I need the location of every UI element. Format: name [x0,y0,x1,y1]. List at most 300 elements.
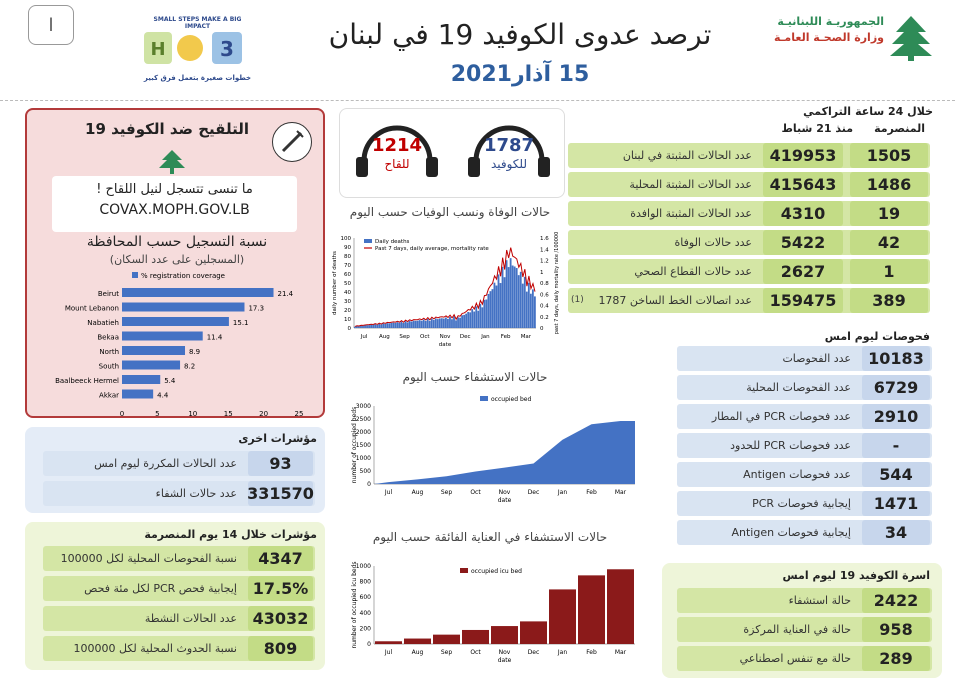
daily-deaths-bars [354,258,536,328]
x-axis-label: date [497,657,512,664]
indicator-row [43,546,315,571]
legend-swatch [480,396,488,401]
death-bar [433,320,435,328]
cedar-icon [888,12,934,62]
death-bar [439,318,441,328]
test-value: 10183 [862,346,930,371]
month-tick-label: Aug [411,489,424,496]
y-tick-label: 3000 [355,403,371,410]
death-bar [415,321,417,328]
month-tick-label: Feb [586,489,597,496]
death-bar [469,312,471,328]
death-bar [526,292,528,328]
x-tick-label: 25 [294,410,304,418]
bar-value-label: 11.4 [206,333,223,342]
death-bar [366,325,368,328]
death-bar [475,306,477,328]
test-value: 34 [862,520,930,545]
registration-bar [122,288,274,297]
death-bar [459,318,461,328]
y-tick-label: 30 [344,299,351,305]
other-value: 331570 [248,481,313,506]
test-row [677,404,932,429]
legend-label: occupied bed [491,396,532,403]
svg-text:3: 3 [220,37,234,61]
y-tick-label: 800 [359,578,371,586]
test-row [677,520,932,545]
death-bar [368,325,370,328]
category-label: Akkar [99,391,119,400]
cedar-small-icon [157,148,187,176]
hotline-vaccine-number: 1214 [371,135,423,156]
death-bar [364,325,366,328]
death-bar [374,324,376,328]
death-bar [530,294,532,328]
y-axis-label: number of occupied icu beds [351,561,358,649]
death-bar [394,323,396,328]
bed-row [677,588,932,613]
counter-cumulative: 419953 [763,143,843,168]
y2-tick-label: 1.2 [540,258,549,265]
bar-value-label: 8.2 [184,362,196,371]
counter-label: عدد حالات الوفاة [674,236,752,249]
bed-row [677,617,932,642]
death-bar [376,325,378,328]
icu-bar [607,569,634,644]
x-tick-label: 0 [119,410,125,418]
test-label: عدد فحوصات Antigen [743,468,851,481]
death-bar [500,283,502,328]
x-axis-label: date [438,342,452,348]
category-label: Bekaa [97,333,119,342]
ministry-name [760,14,884,46]
month-tick-label: Nov [439,334,451,340]
death-bar [447,319,449,328]
other-indicators-panel [25,427,325,513]
tests-title: فحوصات ليوم امس [824,330,930,343]
death-bar [455,320,457,328]
indicator-row [43,636,315,661]
counter-row [568,288,930,313]
y-tick-label: 10 [344,317,351,323]
bar-value-label: 17.3 [248,304,265,313]
ministry-line1: الجمهوريـة اللبنانيـة [777,15,884,28]
y-tick-label: 0 [367,481,371,488]
death-bar [481,307,483,328]
counter-note: (1) [571,295,584,305]
death-bar [465,314,467,328]
legend-label: Past 7 days, daily average, mortality rate [375,246,489,252]
death-bar [382,323,384,328]
counters-header [755,103,935,137]
death-bar [423,320,425,328]
death-bar [419,320,421,328]
month-tick-label: Feb [500,334,511,340]
death-bar [512,265,514,328]
campaign-logo [140,14,255,88]
death-bar [479,304,481,328]
test-row [677,375,932,400]
legend-swatch [132,272,138,278]
y-tick-label: 600 [359,594,371,602]
counter-cumulative: 5422 [763,230,843,255]
month-tick-label: Dec [527,649,540,656]
death-bar [520,272,522,328]
bed-label: حالة استشفاء [788,594,851,607]
registration-bar [122,317,229,326]
category-label: Beirut [97,290,119,298]
x-tick-label: 10 [188,410,198,418]
header-divider [0,100,955,101]
y2-tick-label: 0.2 [540,314,549,321]
death-bar [417,321,419,328]
death-bar [411,322,413,328]
death-bar [449,317,451,328]
counter-label: عدد اتصالات الخط الساخن 1787 [598,294,752,307]
y2-tick-label: 0.6 [540,292,549,299]
icu-bar [375,641,402,644]
indicator-value: 17.5% [248,576,313,601]
test-row [677,433,932,458]
month-tick-label: Aug [411,649,424,656]
counter-cumulative: 4310 [763,201,843,226]
icu-bar [578,575,605,644]
bed-value: 2422 [862,588,930,613]
counter-label: عدد الحالات المثبتة الوافدة [630,207,752,220]
death-bar [508,267,510,328]
svg-text:H: H [150,39,166,60]
legend-swatch [460,568,468,573]
y-tick-label: 70 [344,263,351,269]
month-tick-label: Jan [481,334,490,340]
indicator-value: 43032 [248,606,313,631]
test-label: عدد فحوصات PCR للحدود [730,439,851,452]
bed-value: 958 [862,617,930,642]
cedar-logo [888,12,934,62]
test-value: - [862,433,930,458]
death-bar [492,289,494,328]
hospital-chart [330,392,640,516]
counter-daily: 1 [850,259,928,284]
bar-value-label: 8.9 [189,348,201,356]
death-bar [405,321,407,328]
vaccine-subtitle: نسبة التسجيل حسب المحافظة [86,234,268,250]
month-tick-label: Sep [440,649,453,656]
death-bar [427,319,429,328]
y-tick-label: 1500 [355,442,371,449]
y2-tick-label: 1.4 [540,247,549,254]
x-axis-label: date [497,497,512,504]
hotlines-panel [339,108,565,198]
other-value: 93 [248,451,313,476]
death-bar [532,289,534,328]
vaccine-subtitle2: (المسجلين على عدد السكان) [109,253,245,266]
month-tick-label: Jul [384,649,393,656]
death-bar [372,325,374,328]
bed-row [677,646,932,671]
month-tick-label: Mar [614,489,627,496]
death-bar [524,277,526,328]
other-row [43,451,315,476]
y-tick-label: 2000 [355,429,371,436]
test-row [677,346,932,371]
category-label: Nabatieh [87,319,119,327]
registration-bar [122,390,153,399]
month-tick-label: Nov [498,649,511,656]
icu-chart-title: حالات الاستشفاء في العناية الفائقة حسب اليوم [372,530,608,544]
month-tick-label: Dec [459,334,471,340]
y2-tick-label: 0 [540,326,544,332]
month-tick-label: Jul [360,334,368,340]
death-bar [467,312,469,328]
test-value: 1471 [862,491,930,516]
icu-bar [462,630,489,644]
death-bar [443,319,445,328]
month-tick-label: Oct [420,334,430,340]
death-bar [421,321,423,328]
x-tick-label: 5 [155,410,160,418]
death-bar [388,323,390,328]
death-bar [401,322,403,328]
death-bar [390,323,392,328]
icu-bar [404,639,431,644]
death-bar [494,283,496,328]
counter-row [568,143,930,168]
vaccine-reminder: ما تنسى تتسجل لنيل اللقاح ! [96,182,253,197]
registration-bar [122,361,180,370]
death-bar [392,323,394,328]
registration-bar [122,375,160,384]
hotline-covid-number: 1787 [483,135,535,156]
x-tick-label: 15 [223,410,233,418]
death-bar [425,321,427,328]
deaths-chart [330,228,570,356]
y-tick-label: 200 [359,625,371,633]
bar-value-label: 4.4 [157,391,169,400]
counter-row [568,172,930,197]
death-bar [396,322,398,328]
y-tick-label: 20 [344,308,351,314]
death-bar [518,275,520,328]
y-tick-label: 2500 [355,416,371,423]
death-bar [413,321,415,328]
death-bar [429,321,431,328]
hosp-chart-title: حالات الاستشفاء حسب اليوم [402,370,548,384]
counter-daily: 42 [850,230,928,255]
month-tick-label: Feb [586,649,597,656]
counter-daily: 1505 [850,143,928,168]
counter-label: عدد الحالات المثبتة في لبنان [622,149,752,162]
x-tick-label: 20 [259,410,269,418]
beds-title: اسرة الكوفيد 19 ليوم امس [782,569,930,582]
indicator-label: نسبة الفحوصات المحلية لكل 100000 [60,552,237,565]
counter-daily: 389 [850,288,928,313]
y-axis-label: number of occupied beds [351,406,358,484]
counter-row [568,201,930,226]
bed-label: حالة في العناية المركزة [743,623,851,636]
death-bar [504,277,506,328]
page-date: 15 آذار2021 [450,62,590,87]
death-bar [522,284,524,328]
counter-cumulative: 415643 [763,172,843,197]
bed-value: 289 [862,646,930,671]
death-bar [498,274,500,328]
icu-bar [520,621,547,644]
test-label: عدد الفحوصات المحلية [746,381,851,394]
y2-tick-label: 1.6 [540,236,549,242]
occupied-bed-area [374,421,635,484]
hotline-covid-label: للكوفيد [490,157,528,171]
y-tick-label: 0 [347,326,351,332]
death-bar [477,311,479,328]
indicator-row [43,576,315,601]
syringe-icon [272,122,312,162]
ministry-line2: وزارة الصحـة العامـة [773,31,884,44]
indicator-label: نسبة الحدوث المحلية لكل 100000 [73,642,237,655]
death-bar [380,325,382,328]
test-value: 544 [862,462,930,487]
corner-box-text: ا [48,14,54,36]
month-tick-label: Jul [384,489,393,496]
hotline-vaccine [352,123,442,187]
counter-cumulative: 159475 [763,288,843,313]
death-bar [514,267,516,328]
death-bar [516,268,518,328]
death-bar [473,312,475,328]
hotline-covid [464,123,554,187]
counter-daily: 19 [850,201,928,226]
death-bar [407,322,409,328]
month-tick-label: Sep [440,489,453,496]
test-label: إيجابية فحوصات PCR [752,497,851,510]
campaign-logo-text: SMALL STEPS MAKE A BIG IMPACT [153,16,242,30]
registration-bar [122,332,203,341]
hotline-vaccine-label: للقاح [384,157,410,171]
test-row [677,491,932,516]
y-tick-label: 80 [344,254,351,260]
other-label: عدد حالات الشفاء [155,487,237,500]
page-title: ترصد عدوى الكوفيد 19 في لبنان [328,18,712,51]
death-bar [441,318,443,328]
registration-chart [27,268,323,418]
category-label: Baalbeeck Hermel [55,377,119,385]
y-tick-label: 50 [344,281,351,287]
icu-bar [491,626,518,644]
legend-swatch [364,239,372,243]
counter-row [568,259,930,284]
death-bar [510,258,512,328]
month-tick-label: Jan [557,489,568,496]
y-tick-label: 1000 [355,455,371,462]
vaccine-url[interactable]: COVAX.MOPH.GOV.LB [99,202,250,218]
month-tick-label: Dec [527,489,540,496]
indicators14-title: مؤشرات خلال 14 يوم المنصرمة [144,528,317,541]
month-tick-label: Jan [557,649,568,656]
death-bar [354,327,356,328]
death-bar [435,318,437,328]
month-tick-label: Oct [470,649,481,656]
counter-label: عدد حالات القطاع الصحي [634,265,752,278]
counter-cumulative: 2627 [763,259,843,284]
corner-box [28,5,74,45]
indicator-value: 4347 [248,546,313,571]
month-tick-label: Aug [378,334,390,340]
legend-label: Daily deaths [375,239,410,245]
y-tick-label: 500 [359,468,371,475]
death-bar [487,294,489,328]
bar-value-label: 15.1 [232,319,249,327]
test-row [677,462,932,487]
registration-bar [122,346,185,355]
death-bar [445,317,447,328]
death-bar [457,317,459,328]
icu-bars [375,569,634,644]
y-tick-label: 0 [367,641,371,648]
y-tick-label: 60 [344,272,351,278]
death-bar [409,321,411,328]
test-label: إيجابية فحوصات Antigen [731,526,851,539]
death-bar [528,283,530,328]
indicator-label: عدد الحالات النشطة [144,612,237,625]
other-label: عدد الحالات المكررة ليوم امس [94,457,237,470]
counter-cum-title: التراكمي [803,105,851,118]
test-label: عدد الفحوصات [782,352,851,365]
death-bar [398,323,400,328]
counter-daily: 1486 [850,172,928,197]
indicators14-panel [25,522,325,670]
indicator-value: 809 [248,636,313,661]
y2-tick-label: 0.4 [540,303,549,310]
death-bar [463,315,465,328]
y-tick-label: 1000 [355,563,371,570]
icu-bar [549,589,576,644]
bar-value-label: 5.4 [164,377,176,385]
death-bar [358,326,360,328]
campaign-logo-subtext: خطوات صغيرة بتعمل فرق كبير [143,74,252,82]
death-bar [453,316,455,328]
legend-label: % registration coverage [141,272,225,280]
vaccine-url-box [52,176,297,232]
death-bar [370,325,372,328]
y2-tick-label: 1 [540,269,544,276]
y2-tick-label: 0.8 [540,281,549,287]
indicator-row [43,606,315,631]
death-bar [386,323,388,328]
icu-bar [433,635,460,644]
vaccine-title: التلقيح ضد الكوفيد 19 [85,120,249,138]
other-row [43,481,315,506]
y2-axis-label: past 7 days, daily mortality rate /100000 [554,231,560,335]
deaths-chart-title: حالات الوفاة ونسب الوفيات حسب اليوم [349,205,551,219]
death-bar [502,267,504,328]
death-bar [437,319,439,328]
death-bar [378,324,380,328]
category-label: South [98,362,119,371]
death-bar [451,319,453,328]
counter-row [568,230,930,255]
death-bar [506,260,508,328]
month-tick-label: Nov [498,489,511,496]
month-tick-label: Sep [399,334,410,340]
y-axis-label: daily number of deaths [332,251,338,315]
counter-24h-title: خلال 24 ساعة [855,105,933,118]
y-tick-label: 100 [340,236,351,242]
death-bar [403,323,405,328]
death-bar [534,296,536,328]
death-bar [483,300,485,328]
bed-label: حالة مع تنفس اصطناعي [739,652,851,665]
death-bar [496,286,498,328]
